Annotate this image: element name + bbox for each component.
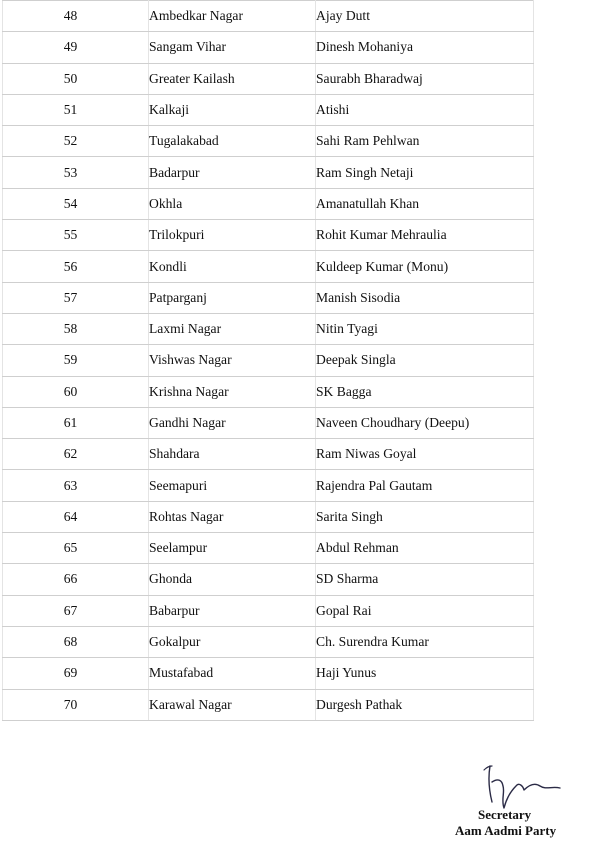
table-row [3, 126, 534, 157]
candidate-cell: Amanatullah Khan [316, 188, 534, 219]
candidate-cell: Dinesh Mohaniya [316, 32, 534, 63]
constituency-cell: Krishna Nagar [149, 376, 316, 407]
row-number: 60 [3, 376, 149, 407]
constituency-cell: Ghonda [149, 564, 316, 595]
row-number: 54 [3, 188, 149, 219]
candidate-cell: Ch. Surendra Kumar [316, 626, 534, 657]
table-row [3, 282, 534, 313]
candidate-cell: Naveen Choudhary (Deepu) [316, 407, 534, 438]
row-number: 57 [3, 282, 149, 313]
candidate-cell: Rohit Kumar Mehraulia [316, 220, 534, 251]
row-number: 62 [3, 439, 149, 470]
table-row [3, 313, 534, 344]
candidate-table-body [3, 1, 534, 721]
constituency-cell: Seemapuri [149, 470, 316, 501]
signature [472, 752, 572, 814]
candidate-cell: Haji Yunus [316, 658, 534, 689]
constituency-cell: Patparganj [149, 282, 316, 313]
table-row [3, 533, 534, 564]
constituency-cell: Ambedkar Nagar [149, 1, 316, 32]
row-number: 65 [3, 533, 149, 564]
table-row [3, 220, 534, 251]
table-row [3, 470, 534, 501]
table-row [3, 32, 534, 63]
constituency-cell: Badarpur [149, 157, 316, 188]
row-number: 68 [3, 626, 149, 657]
constituency-cell: Gokalpur [149, 626, 316, 657]
table-row [3, 1, 534, 32]
candidate-cell: SK Bagga [316, 376, 534, 407]
table-row [3, 407, 534, 438]
row-number: 52 [3, 126, 149, 157]
row-number: 61 [3, 407, 149, 438]
constituency-cell: Sangam Vihar [149, 32, 316, 63]
constituency-cell: Karawal Nagar [149, 689, 316, 720]
table-row [3, 376, 534, 407]
constituency-cell: Kalkaji [149, 94, 316, 125]
table-row [3, 188, 534, 219]
candidate-cell: Rajendra Pal Gautam [316, 470, 534, 501]
constituency-cell: Mustafabad [149, 658, 316, 689]
candidate-cell: Ram Singh Netaji [316, 157, 534, 188]
candidate-cell: Ajay Dutt [316, 1, 534, 32]
signatory-title: Secretary [478, 807, 532, 822]
table-row [3, 595, 534, 626]
organization-name: Aam Aadmi Party [455, 823, 557, 838]
candidate-cell: Kuldeep Kumar (Monu) [316, 251, 534, 282]
candidate-cell: Saurabh Bharadwaj [316, 63, 534, 94]
row-number: 64 [3, 501, 149, 532]
candidate-cell: Abdul Rehman [316, 533, 534, 564]
candidate-cell: Deepak Singla [316, 345, 534, 376]
row-number: 55 [3, 220, 149, 251]
table-row [3, 658, 534, 689]
row-number: 67 [3, 595, 149, 626]
candidate-cell: Ram Niwas Goyal [316, 439, 534, 470]
row-number: 59 [3, 345, 149, 376]
candidate-cell: SD Sharma [316, 564, 534, 595]
row-number: 53 [3, 157, 149, 188]
row-number: 58 [3, 313, 149, 344]
constituency-cell: Kondli [149, 251, 316, 282]
table-row [3, 251, 534, 282]
table-row [3, 94, 534, 125]
row-number: 70 [3, 689, 149, 720]
candidate-cell: Manish Sisodia [316, 282, 534, 313]
row-number: 69 [3, 658, 149, 689]
candidate-cell: Durgesh Pathak [316, 689, 534, 720]
constituency-cell: Okhla [149, 188, 316, 219]
constituency-cell: Seelampur [149, 533, 316, 564]
row-number: 49 [3, 32, 149, 63]
row-number: 66 [3, 564, 149, 595]
table-row [3, 157, 534, 188]
row-number: 63 [3, 470, 149, 501]
constituency-cell: Vishwas Nagar [149, 345, 316, 376]
candidate-table [2, 0, 534, 721]
constituency-cell: Babarpur [149, 595, 316, 626]
candidate-cell: Sarita Singh [316, 501, 534, 532]
constituency-cell: Gandhi Nagar [149, 407, 316, 438]
row-number: 48 [3, 1, 149, 32]
row-number: 50 [3, 63, 149, 94]
row-number: 56 [3, 251, 149, 282]
table-row [3, 345, 534, 376]
candidate-cell: Atishi [316, 94, 534, 125]
table-row [3, 501, 534, 532]
constituency-cell: Trilokpuri [149, 220, 316, 251]
constituency-cell: Laxmi Nagar [149, 313, 316, 344]
table-row [3, 63, 534, 94]
table-row [3, 564, 534, 595]
table-row [3, 689, 534, 720]
constituency-cell: Greater Kailash [149, 63, 316, 94]
constituency-cell: Rohtas Nagar [149, 501, 316, 532]
candidate-cell: Gopal Rai [316, 595, 534, 626]
candidate-cell: Nitin Tyagi [316, 313, 534, 344]
table-row [3, 439, 534, 470]
row-number: 51 [3, 94, 149, 125]
table-row [3, 626, 534, 657]
constituency-cell: Shahdara [149, 439, 316, 470]
candidate-cell: Sahi Ram Pehlwan [316, 126, 534, 157]
constituency-cell: Tugalakabad [149, 126, 316, 157]
